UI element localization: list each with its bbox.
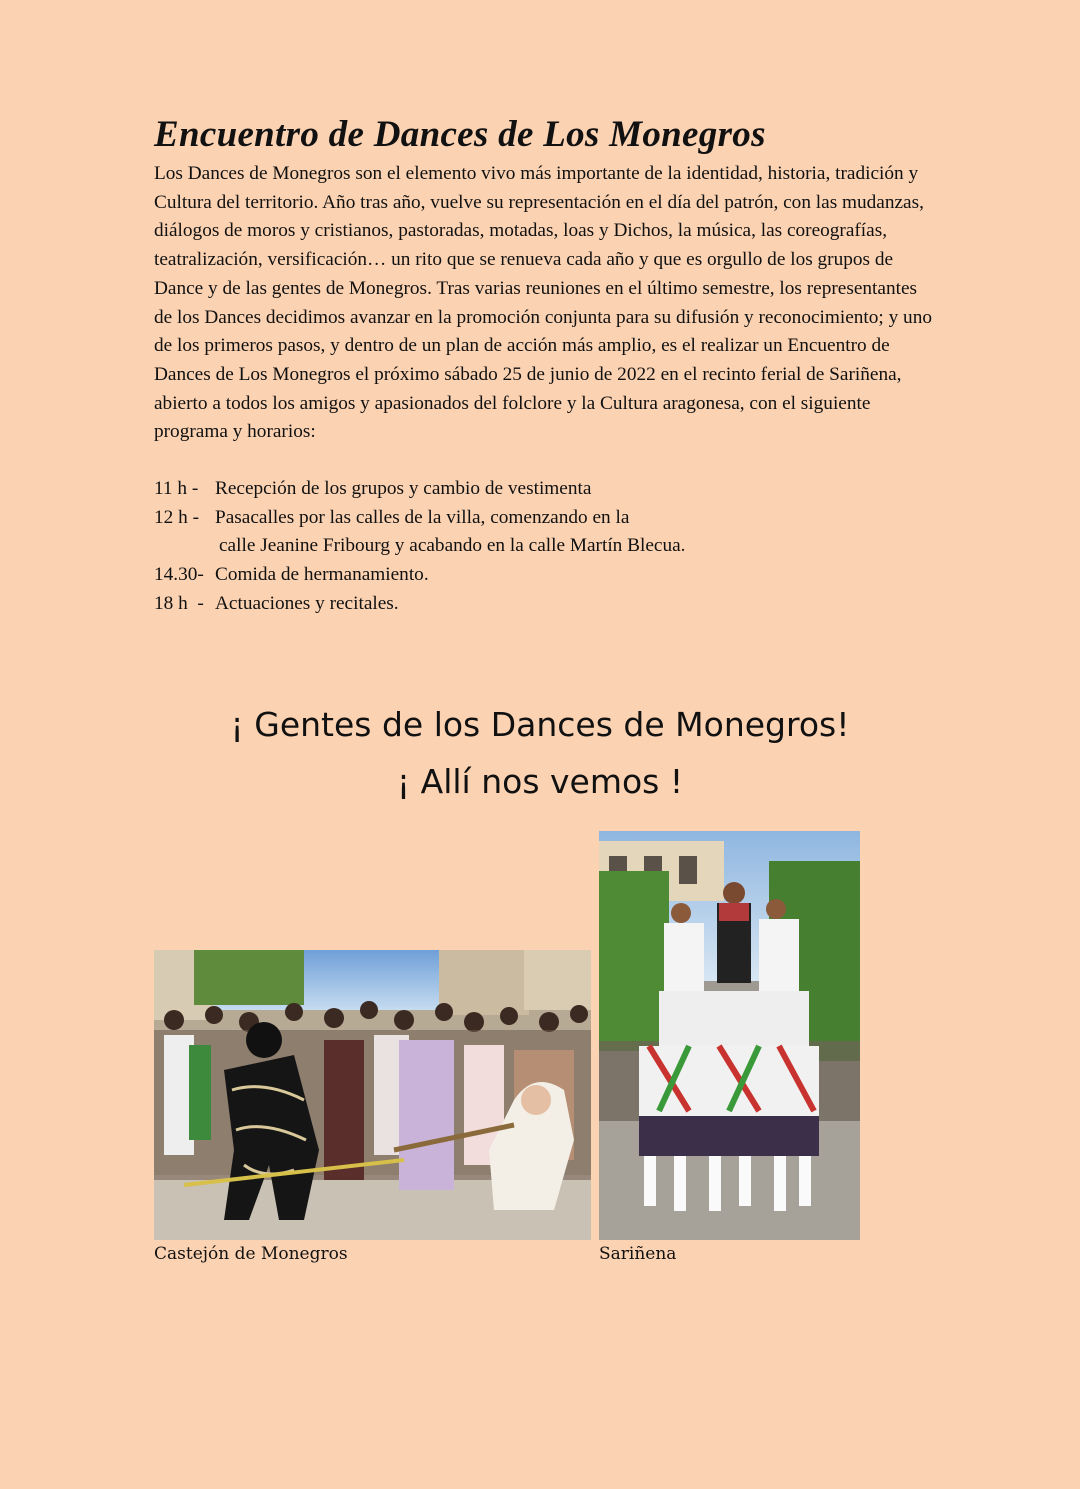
article <box>154 112 934 619</box>
schedule-time: 18 h - <box>154 592 204 614</box>
schedule-item <box>154 475 934 504</box>
schedule-time: 14.30- <box>154 564 204 586</box>
schedule-list <box>154 475 934 619</box>
schedule-text-continuation: calle Jeanine Fribourg y acabando en la calle Martín Blecua. <box>219 535 686 557</box>
schedule-time: 12 h - <box>154 506 199 528</box>
schedule-text: Actuaciones y recitales. <box>215 592 399 614</box>
schedule-item <box>154 561 934 590</box>
schedule-text: Pasacalles por las calles de la villa, comenzando en la <box>215 506 630 528</box>
slogan-line-2: ¡ Allí nos vemos ! <box>396 762 684 801</box>
slogan-line-1: ¡ Gentes de los Dances de Monegros! <box>230 705 850 744</box>
photo-caption: Castejón de Monegros <box>154 1244 348 1264</box>
schedule-item <box>154 590 934 619</box>
intro-paragraph: Los Dances de Monegros son el elemento vivo más importante de la identidad, historia, tradición y Cultura del territorio. Año tras año, vuelve su representación en el día del patrón, con las mudanzas, diálogos de moros y cristianos, pastoradas, motadas, loas y Dichos, la música, las coreografías, teatralización, versificación… un rito que se renueva cada año y que es orgullo de los grupos de Dance y de las gentes de Monegros. Tras varias reuniones en el último semestre, los representantes de los Dances decidimos avanzar en la promoción conjunta para su difusión y reconocimiento; y uno de los primeros pasos, y dentro de un plan de acción más amplio, es el realizar un Encuentro de Dances de Los Monegros el próximo sábado 25 de junio de 2022 en el recinto ferial de Sariñena, abierto a todos los amigos y apasionados del folclore y la Cultura aragonesa, con el siguiente programa y horarios: <box>154 163 932 443</box>
schedule-item <box>154 504 934 533</box>
schedule-time: 11 h - <box>154 478 199 500</box>
page-title: Encuentro de Dances de Los Monegros <box>154 114 766 155</box>
photo-castejon <box>154 950 591 1240</box>
schedule-text: Recepción de los grupos y cambio de vestimenta <box>215 478 592 500</box>
photo-sarinena <box>599 831 860 1240</box>
photo-caption: Sariñena <box>599 1244 677 1264</box>
schedule-text: Comida de hermanamiento. <box>215 564 429 586</box>
